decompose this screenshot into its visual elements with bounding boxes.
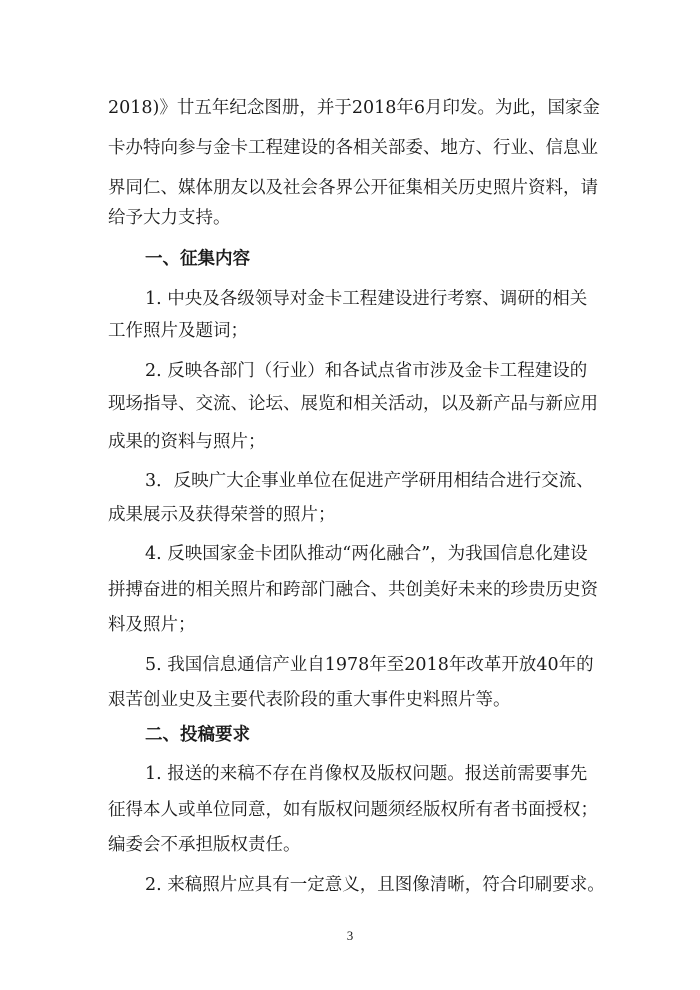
section-1-item-2-line-1: 2. 反映各部门（行业）和各试点省市涉及金卡工程建设的 <box>145 361 588 381</box>
section-1-item-3-line-2: 成果展示及获得荣誉的照片； <box>108 505 336 525</box>
section-1-item-4-line-3: 料及照片； <box>108 615 196 635</box>
section-2-item-1-line-2: 征得本人或单位同意，如有版权问题须经版权所有者书面授权； <box>108 800 598 820</box>
section-2-heading: 二、投稿要求 <box>145 725 250 745</box>
section-1-heading: 一、征集内容 <box>145 249 250 269</box>
section-1-item-4-line-2: 拼搏奋进的相关照片和跨部门融合、共创美好未来的珍贵历史资 <box>108 580 598 600</box>
intro-line-1: 2018)》廿五年纪念图册，并于2018年6月印发。为此，国家金 <box>108 98 601 118</box>
section-1-item-5-line-2: 艰苦创业史及主要代表阶段的重大事件史料照片等。 <box>108 690 511 710</box>
intro-line-2: 卡办特向参与金卡工程建设的各相关部委、地方、行业、信息业 <box>108 138 598 158</box>
section-1-item-2-line-2: 现场指导、交流、论坛、展览和相关活动，以及新产品与新应用 <box>108 394 598 414</box>
section-2-item-2-line-1: 2. 来稿照片应具有一定意义，且图像清晰，符合印刷要求。 <box>145 875 605 895</box>
section-1-item-2-line-3: 成果的资料与照片； <box>108 432 266 452</box>
section-1-item-1-line-1: 1. 中央及各级领导对金卡工程建设进行考察、调研的相关 <box>145 289 588 309</box>
intro-line-4: 给予大力支持。 <box>108 208 231 228</box>
section-2-item-1-line-1: 1. 报送的来稿不存在肖像权及版权问题。报送前需要事先 <box>145 764 588 784</box>
intro-line-3: 界同仁、媒体朋友以及社会各界公开征集相关历史照片资料，请 <box>108 178 598 198</box>
section-1-item-3-line-1: 3．反映广大企事业单位在促进产学研用相结合进行交流、 <box>145 471 594 491</box>
section-1-item-1-line-2: 工作照片及题词； <box>108 321 248 341</box>
section-2-item-1-line-3: 编委会不承担版权责任。 <box>108 835 301 855</box>
section-1-item-5-line-1: 5. 我国信息通信产业自1978年至2018年改革开放40年的 <box>145 655 594 675</box>
section-1-item-4-line-1: 4. 反映国家金卡团队推动“两化融合”，为我国信息化建设 <box>145 544 588 564</box>
page-number: 3 <box>346 928 354 943</box>
